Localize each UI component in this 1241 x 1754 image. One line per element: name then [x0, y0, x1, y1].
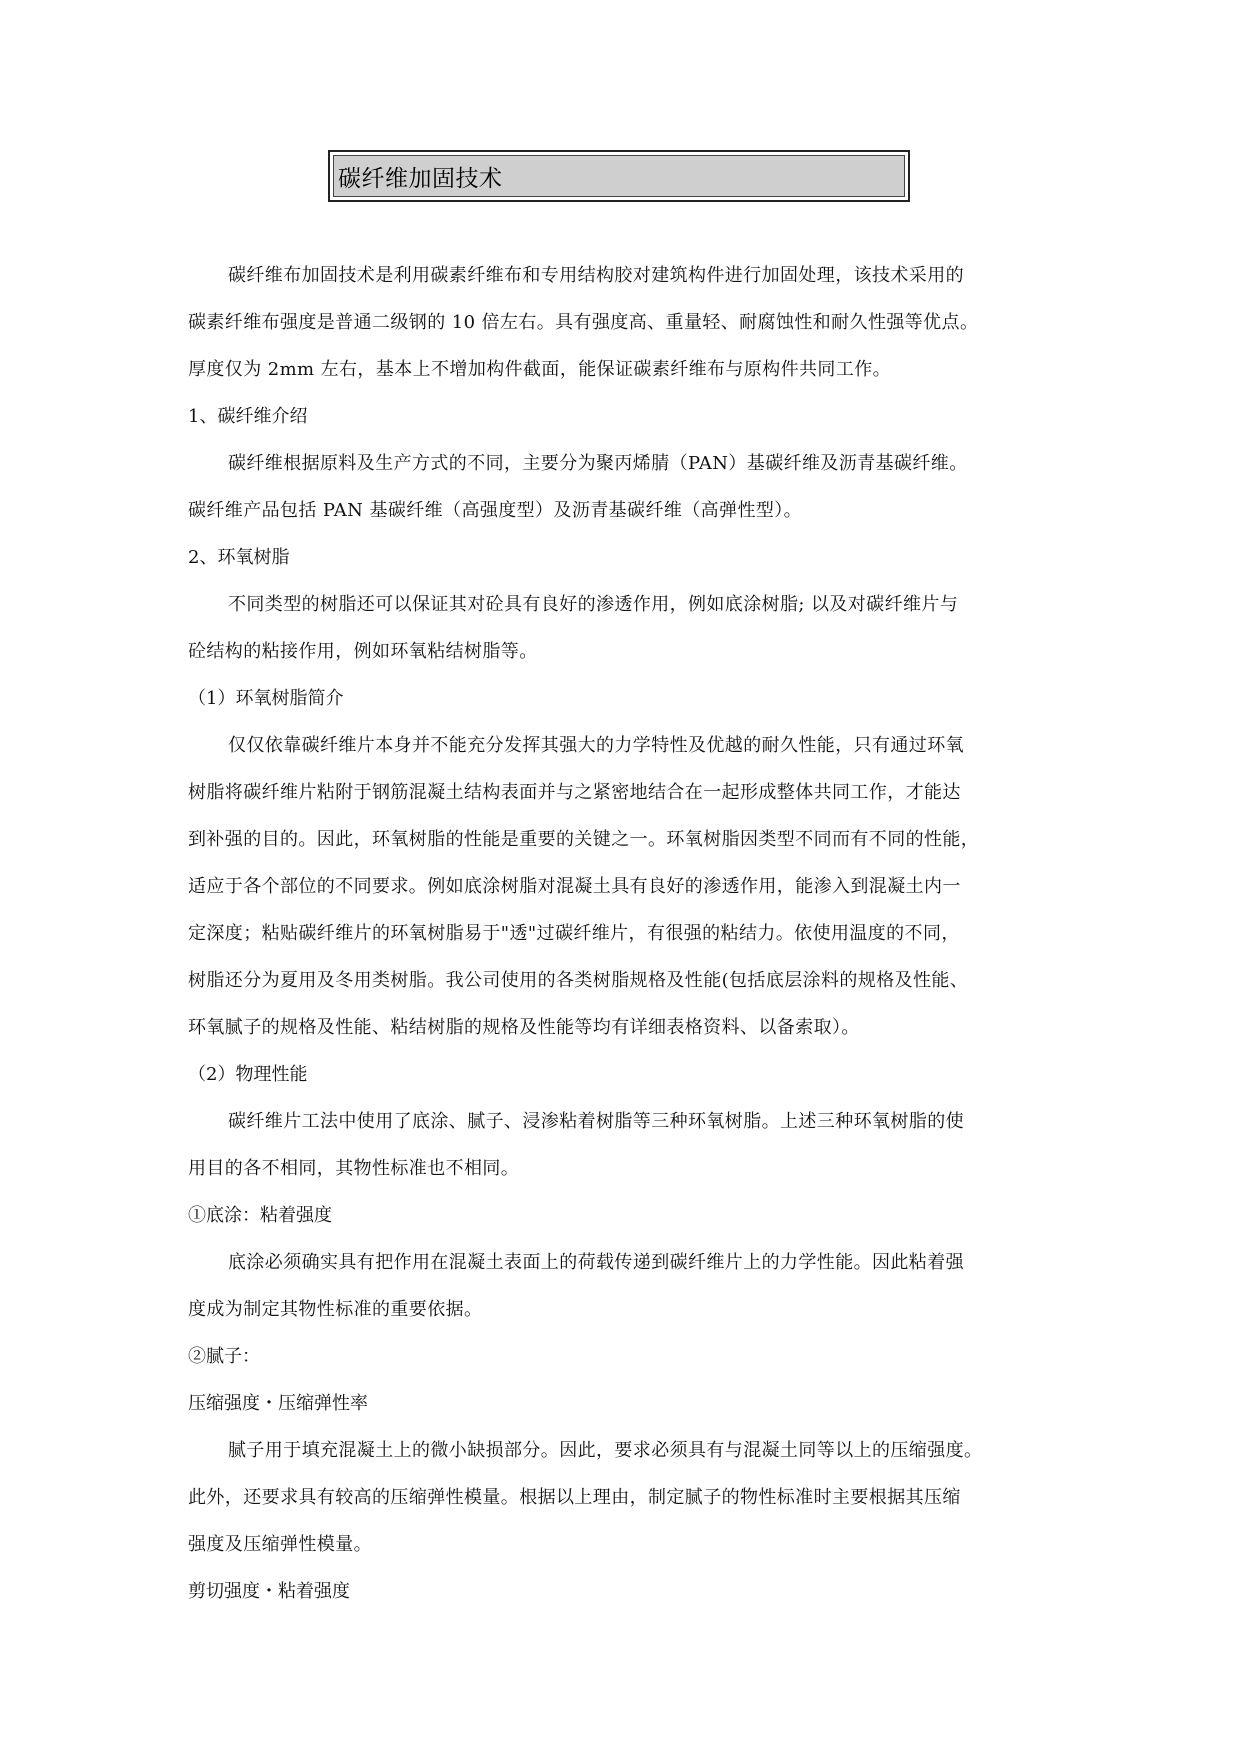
paragraph-line: 度成为制定其物性标准的重要依据。	[188, 1299, 483, 1320]
paragraph-line: 环氧腻子的规格及性能、粘结树脂的规格及性能等均有详细表格资料、以备索取）。	[188, 1017, 860, 1038]
paragraph-line: 到补强的目的。因此，环氧树脂的性能是重要的关键之一。环氧树脂因类型不同而有不同的性能，	[188, 829, 980, 850]
paragraph-line: 砼结构的粘接作用，例如环氧粘结树脂等。	[188, 641, 538, 662]
paragraph-line: 碳纤维片工法中使用了底涂、腻子、浸渗粘着树脂等三种环氧树脂。上述三种环氧树脂的使	[228, 1111, 964, 1132]
title-frame	[328, 150, 910, 202]
paragraph-line: 强度及压缩弹性模量。	[188, 1534, 372, 1555]
paragraph-line: 厚度仅为 2mm 左右，基本上不增加构件截面，能保证碳素纤维布与原构件共同工作。	[188, 359, 892, 380]
document-body	[188, 252, 1056, 1615]
item-heading-putty: ②腻子：	[188, 1346, 260, 1367]
paragraph-line: 仅仅依靠碳纤维片本身并不能充分发挥其强大的力学特性及优越的耐久性能，只有通过环氧	[228, 735, 964, 756]
subsection-heading-2-1: （1）环氧树脂简介	[188, 688, 344, 709]
paragraph-line: 不同类型的树脂还可以保证其对砼具有良好的渗透作用，例如底涂树脂; 以及对碳纤维片与	[228, 594, 959, 615]
paragraph-line: 腻子用于填充混凝土上的微小缺损部分。因此，要求必须具有与混凝土同等以上的压缩强度。	[228, 1440, 983, 1461]
paragraph-line: 碳纤维根据原料及生产方式的不同，主要分为聚丙烯腈（PAN）基碳纤维及沥青基碳纤维。	[228, 453, 968, 474]
item-subheading-compression: 压缩强度・压缩弹性率	[188, 1393, 368, 1414]
title-panel	[333, 155, 905, 197]
paragraph-line: 此外，还要求具有较高的压缩弹性模量。根据以上理由，制定腻子的物性标准时主要根据其压缩	[188, 1487, 961, 1508]
section-heading-1: 1、碳纤维介绍	[188, 406, 308, 427]
paragraph-line: 碳纤维布加固技术是利用碳素纤维布和专用结构胶对建筑构件进行加固处理，该技术采用的	[228, 265, 964, 286]
section-heading-2: 2、环氧树脂	[188, 547, 290, 568]
subsection-heading-2-2: （2）物理性能	[188, 1064, 308, 1085]
document-title: 碳纤维加固技术	[338, 165, 503, 192]
paragraph-line: 用目的各不相同，其物性标准也不相同。	[188, 1158, 520, 1179]
paragraph-line: 碳素纤维布强度是普通二级钢的 10 倍左右。具有强度高、重量轻、耐腐蚀性和耐久性强等优点。	[188, 312, 979, 333]
paragraph-line: 适应于各个部位的不同要求。例如底涂树脂对混凝土具有良好的渗透作用，能渗入到混凝土内一	[188, 876, 961, 897]
paragraph-line: 底涂必须确实具有把作用在混凝土表面上的荷载传递到碳纤维片上的力学性能。因此粘着强	[228, 1252, 964, 1273]
item-subheading-shear: 剪切强度・粘着强度	[188, 1581, 350, 1602]
paragraph-line: 树脂还分为夏用及冬用类树脂。我公司使用的各类树脂规格及性能(包括底层涂料的规格及性能、	[188, 970, 969, 991]
paragraph-line: 碳纤维产品包括 PAN 基碳纤维（高强度型）及沥青基碳纤维（高弹性型）。	[188, 500, 803, 521]
paragraph-line: 定深度；粘贴碳纤维片的环氧树脂易于"透"过碳纤维片，有很强的粘结力。依使用温度的不同，	[188, 923, 960, 944]
item-heading-primer: ①底涂：粘着强度	[188, 1205, 332, 1226]
paragraph-line: 树脂将碳纤维片粘附于钢筋混凝土结构表面并与之紧密地结合在一起形成整体共同工作，才能达	[188, 782, 961, 803]
